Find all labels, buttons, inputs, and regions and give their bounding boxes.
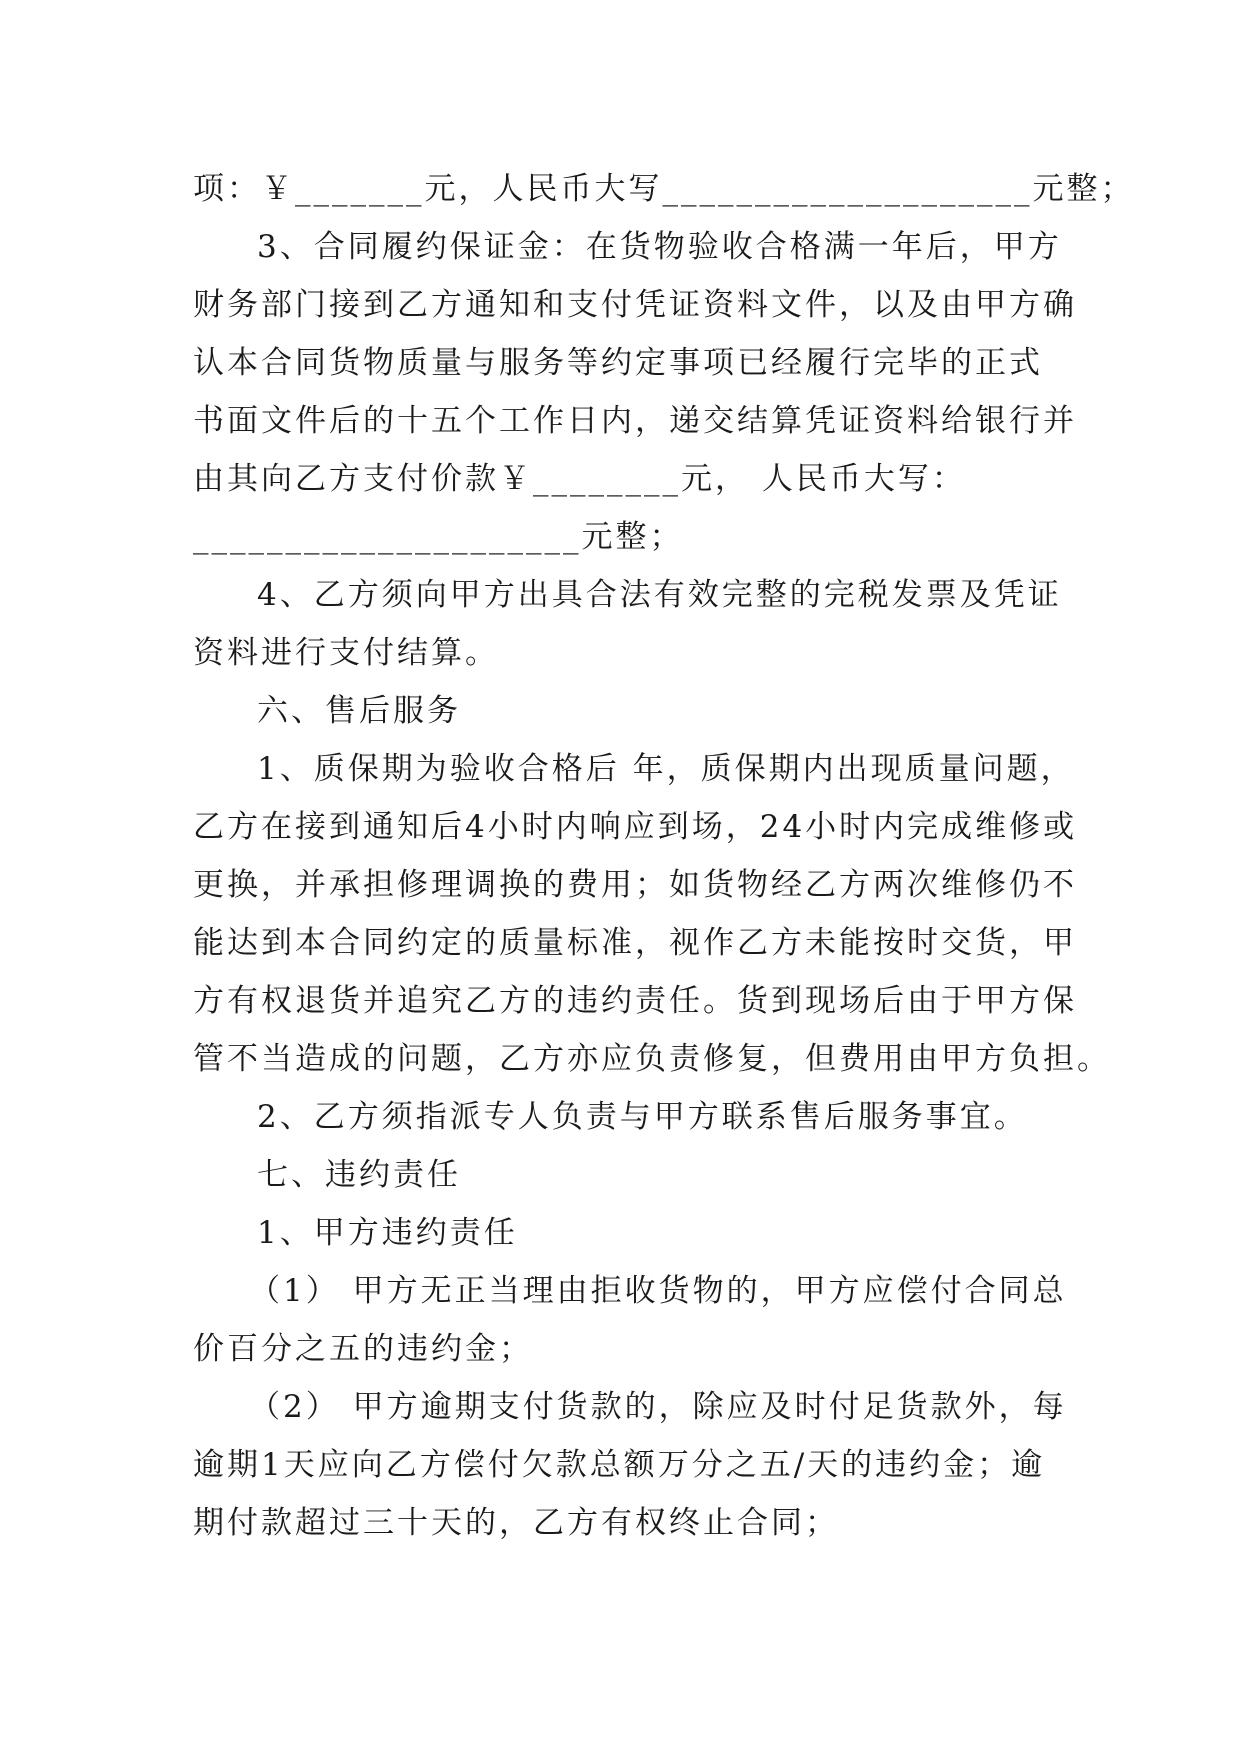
clause-text: 由其向乙方支付价款￥________元， 人民币大写： (193, 461, 966, 497)
clause-text: _____________________元整； (193, 519, 684, 555)
section-heading: 七、违约责任 (257, 1157, 461, 1193)
clause-text: 方有权退货并追究乙方的违约责任。货到现场后由于甲方保 (193, 983, 1077, 1019)
clause-text: 2、乙方须指派专人负责与甲方联系售后服务事宜。 (257, 1099, 1028, 1135)
clause-text: 财务部门接到乙方通知和支付凭证资料文件，以及由甲方确 (193, 287, 1077, 323)
clause-text: 乙方在接到通知后4小时内响应到场，24小时内完成维修或 (193, 809, 1078, 845)
clause-text: 逾期1天应向乙方偿付欠款总额万分之五/天的违约金；逾 (193, 1447, 1046, 1483)
document-page (193, 160, 1135, 1552)
clause-text: 期付款超过三十天的，乙方有权终止合同； (193, 1505, 839, 1541)
clause-text: 3、合同履约保证金：在货物验收合格满一年后，甲方 (257, 229, 1062, 265)
clause-text: 价百分之五的违约金； (193, 1331, 533, 1367)
clause-text: 管不当造成的问题，乙方亦应负责修复，但费用由甲方负担。 (193, 1041, 1111, 1077)
clause-text: 书面文件后的十五个工作日内，递交结算凭证资料给银行并 (193, 403, 1077, 439)
clause-text: （2） 甲方逾期支付货款的，除应及时付足货款外，每 (249, 1389, 1067, 1425)
section-heading: 六、售后服务 (257, 693, 461, 729)
clause-text: 资料进行支付结算。 (193, 635, 499, 671)
clause-text: （1） 甲方无正当理由拒收货物的，甲方应偿付合同总 (249, 1273, 1067, 1309)
clause-text: 认本合同货物质量与服务等约定事项已经履行完毕的正式 (193, 345, 1043, 381)
clause-text: 1、质保期为验收合格后 年，质保期内出现质量问题， (257, 751, 1075, 787)
subsection-heading: 1、甲方违约责任 (257, 1215, 518, 1251)
clause-text: 4、乙方须向甲方出具合法有效完整的完税发票及凭证 (257, 577, 1062, 613)
clause-text: 更换，并承担修理调换的费用；如货物经乙方两次维修仍不 (193, 867, 1077, 903)
text-line: 项：￥_______元，人民币大写____________________元整； (193, 171, 1135, 207)
clause-text: 能达到本合同约定的质量标准，视作乙方未能按时交货，甲 (193, 925, 1077, 961)
